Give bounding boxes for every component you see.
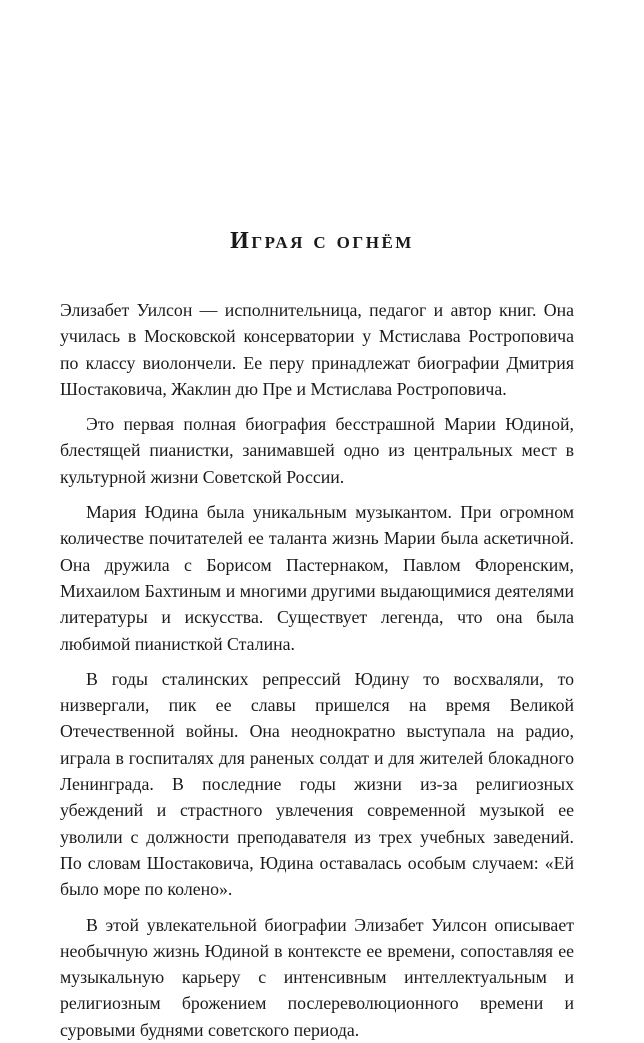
paragraph-5: В этой увлекательной биографии Элизабет Уилсон описывает необычную жизнь Юдиной в контексте ее времени, сопоставляя ее музыкальную карьеру с интенсивным интеллектуальным и религиозным брожением послереволюционного времени и суровыми буднями советского периода. [60,914,574,1040]
paragraph-3: Мария Юдина была уникальным музыкантом. При огромном количестве почитателей ее таланта жизнь Марии была аскетичной. Она дружила с Борисом Пастернаком, Павлом Флоренским, Михаилом Бахтиным и многими другими выдающимися деятелями литературы и искусства. Существует легенда, что она была любимой пианисткой Сталина. [60,502,574,654]
paragraph-2: Это первая полная биография бесстрашной Марии Юдиной, блестящей пианистки, занимавшей одно из центральных мест в культурной жизни Советской России. [60,414,574,487]
annotation-text [60,297,574,1043]
paragraph-1: Элизабет Уилсон — исполнительница, педагог и автор книг. Она училась в Московской консерватории у Мстислава Ростроповича по классу виолончели. Ее перу принадлежат биографии Дмитрия Шостаковича, Жаклин дю Пре и Мстислава Ростроповича. [60,300,574,399]
page-title: Играя с огнём [230,228,414,254]
paragraph-4: В годы сталинских репрессий Юдину то восхваляли, то низвергали, пик ее славы пришелся на время Великой Отечественной войны. Она неоднократно выступала на радио, играла в госпиталях для раненых солдат и для жителей блокадного Ленинграда. В последние годы жизни из-за религиозных убеждений и страстного увлечения современной музыкой ее уволили с должности преподавателя из трех учебных заведений. По словам Шостаковича, Юдина оставалась особым случаем: «Ей было море по колено». [60,668,574,900]
